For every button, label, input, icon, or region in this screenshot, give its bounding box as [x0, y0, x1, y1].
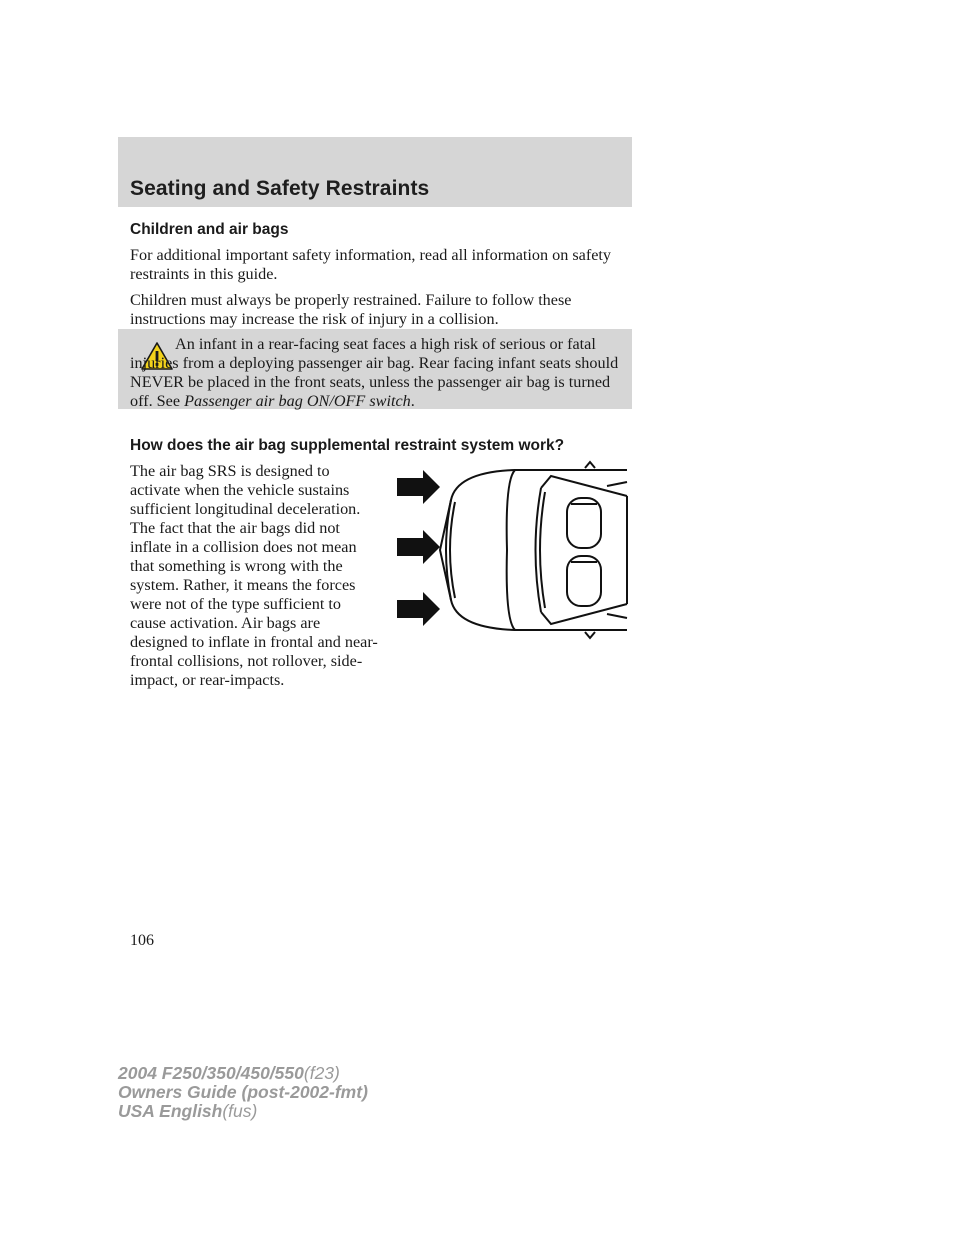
airbag-srs-body: The air bag SRS is designed to activate when the vehicle sustains sufficient longitudinal deceleration. The fact that the air bags did not inflate in a collision does not mean that something is wrong with the system. Rather, it means the forces were not of the type sufficient to cause activation. Air bags are designed to inflate in frontal and near-frontal collisions, not rollover, side-impact, or rear-impacts.	[130, 462, 378, 689]
footer-model-code: (f23)	[303, 1063, 340, 1083]
impact-arrow-icon	[397, 592, 440, 626]
warning-body: An infant in a rear-facing seat faces a high risk of serious or fatal injuries from a deploying passenger air bag. Rear facing infant seats should NEVER be placed in the front seats, unless the passenger air bag is turned off. See	[130, 335, 619, 410]
footer-line-3	[118, 1102, 368, 1121]
children-airbags-section	[130, 220, 630, 336]
safety-info-paragraph: For additional important safety information, read all information on safety restraints in this guide.	[130, 246, 612, 283]
document-footer	[118, 1064, 368, 1121]
airbag-switch-reference: Passenger air bag ON/OFF switch	[184, 392, 411, 410]
warning-box	[118, 329, 632, 409]
section-header-band	[118, 137, 632, 207]
frontal-impact-vehicle-diagram	[395, 460, 630, 640]
children-airbags-heading: Children and air bags	[130, 221, 289, 238]
impact-arrow-icon	[397, 530, 440, 564]
impact-arrow-icon	[397, 470, 440, 504]
footer-model: 2004 F250/350/450/550	[118, 1063, 304, 1083]
footer-line-1	[118, 1064, 368, 1083]
warning-text	[130, 335, 626, 411]
footer-language-code: (fus)	[222, 1101, 258, 1121]
section-title: Seating and Safety Restraints	[130, 177, 430, 200]
airbag-srs-heading: How does the air bag supplemental restraint system work?	[130, 437, 565, 454]
restraint-paragraph: Children must always be properly restrained. Failure to follow these instructions may increase the risk of injury in a collision.	[130, 291, 572, 328]
footer-guide: Owners Guide (post-2002-fmt)	[118, 1082, 368, 1102]
warning-end: .	[410, 392, 415, 410]
footer-language: USA English	[118, 1101, 223, 1121]
page-number: 106	[130, 932, 154, 949]
